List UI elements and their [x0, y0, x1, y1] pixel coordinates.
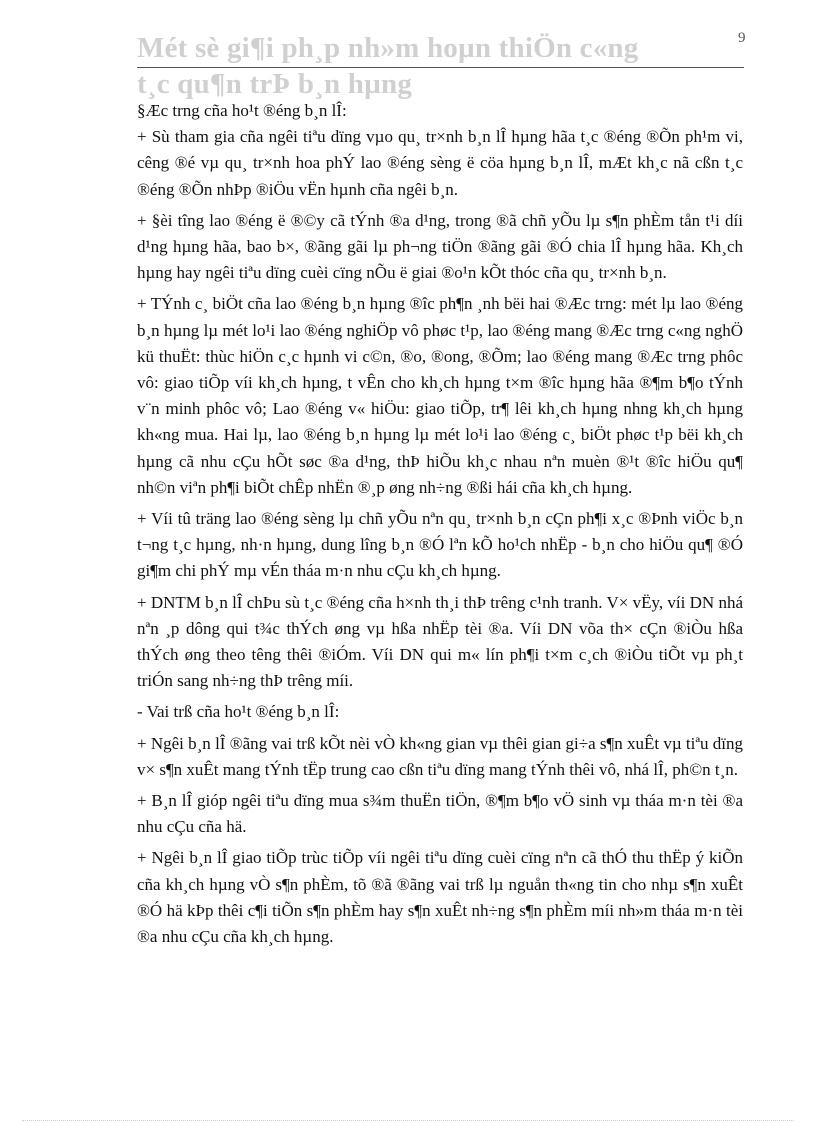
page-number: 9	[738, 30, 746, 46]
paragraph: + B¸n lÎ gióp ngêi tiªu dïng mua s¾m thuËn tiÖn, ®¶m b¶o vÖ sinh vµ tháa m·n tèi ®a nhu cÇu cña hä.	[137, 791, 743, 837]
paragraph-role-title: - Vai trß cña ho¹t ®éng b¸n lÎ:	[137, 702, 340, 722]
paragraph: + Ngêi b¸n lÎ giao tiÕp trùc tiÕp víi ngêi tiªu dïng cuèi cïng nªn cã thÓ thu thËp ý kiÕn cña kh¸ch hµng vÒ s¶n phÈm, tõ ®ã ®ãng vai trß lµ nguån th«ng tin cho nhµ s¶n xuÊt ®Ó hä kÞp thêi c¶i tiÕn s¶n phÈm hay s¶n xuÊt nh÷ng s¶n phÈm míi nh»m tháa m·n tèi ®a nhu cÇu cña kh¸ch hµng.	[137, 848, 743, 947]
heading-divider	[137, 67, 744, 68]
paragraph: + Víi tû träng lao ®éng sèng lµ chñ yÕu nªn qu¸ tr×nh b¸n cÇn ph¶i x¸c ®Þnh viÖc b¸n t¬ng t¸c hµng, nh·n hµng, dung lîng b¸n ®Ó lªn kÕ ho¹ch nhËp - b¸n cho hiÖu qu¶ ®Ó gi¶m chi phÝ mµ vÉn tháa m·n nhu cÇu kh¸ch hµng.	[137, 509, 743, 581]
section-heading	[137, 30, 747, 102]
paragraph: + TÝnh c¸ biÖt cña lao ®éng b¸n hµng ®îc ph¶n ¸nh bëi hai ®Æc trng: mét lµ lao ®éng b¸n hµng lµ mét lo¹i lao ®éng nghiÖp vô phøc t¹p, lao ®éng mang ®Æc trng c«ng nghÖ kü thuËt: thùc hiÖn c¸c hµnh vi c©n, ®o, ®ong, ®Õm; lao ®éng mang ®Æc trng phôc vô: giao tiÕp víi kh¸ch hµng, t vÊn cho kh¸ch hµng t×m ®îc hµng hãa ®¶m b¶o tÝnh v¨n minh phôc vô; Lao ®éng v« hiÖu: giao tiÕp, tr¶ lêi kh¸ch hµng nhng kh¸ch hµng kh«ng mua. Hai lµ, lao ®éng b¸n hµng lµ mét lo¹i lao ®éng c¸ biÖt phøc t¹p bëi kh¸ch hµng cã nhu cÇu hÕt søc ®a d¹ng, thÞ hiÕu kh¸c nhau nªn muèn ®¹t ®îc hiÖu qu¶ nh©n viªn ph¶i biÕt chÊp nhËn ®¸p øng nh÷ng ®ßi hái cña kh¸ch hµng.	[137, 294, 743, 497]
section-heading-line-1: Mét sè gi¶i ph¸p nh»m hoµn thiÖn c«ng	[137, 32, 639, 64]
paragraph: + Sù tham gia cña ngêi tiªu dïng vµo qu¸ tr×nh b¸n lÎ hµng hãa t¸c ®éng ®Õn ph¹m vi, cêng ®é vµ qu¸ tr×nh hoa phÝ lao ®éng sèng ë cöa hµng b¸n lÎ, mÆt kh¸c nã cßn t¸c ®éng ®Õn nhÞp ®iÖu vËn hµnh cña ngêi b¸n.	[137, 127, 743, 199]
paragraph: + §èi tîng lao ®éng ë ®©y cã tÝnh ®a d¹ng, trong ®ã chñ yÕu lµ s¶n phÈm tån t¹i díi d¹ng hµng hãa, bao b×, ®ãng gãi lµ ph¬ng tiÖn ®ãng gãi ®Ó chia lÎ hµng hãa. Kh¸ch hµng hay ngêi tiªu dïng cuèi cïng nÕu ë giai ®o¹n kÕt thóc cña qu¸ tr×nh b¸n.	[137, 210, 743, 283]
paragraph: + DNTM b¸n lÎ chÞu sù t¸c ®éng cña h×nh th¸i thÞ trêng c¹nh tranh. V× vËy, víi DN nhá nªn ¸p dông qui t¾c thÝch øng vµ hßa nhËp tèi ®a. Víi DN võa th× cÇn ®iÒu hßa thÝch øng theo têng thêi ®iÓm. Víi DN qui m« lín ph¶i t×m c¸ch ®iÒu tiÕt vµ ph¸t triÓn sang nh÷ng thÞ trêng míi.	[137, 592, 743, 691]
paragraph-characteristics-title: §Æc trng cña ho¹t ®éng b¸n lÎ:	[137, 101, 347, 120]
paragraph: + Ngêi b¸n lÎ ®ãng vai trß kÕt nèi vÒ kh«ng gian vµ thêi gian gi÷a s¶n xuÊt vµ tiªu dïng v× s¶n xuÊt mang tÝnh tËp trung cao cßn tiªu dïng mang tÝnh thêi vô, nhá lÎ, ph©n t¸n.	[137, 733, 743, 779]
body-text	[137, 98, 743, 955]
page-bottom-divider	[22, 1120, 794, 1121]
section-heading-line-2: t¸c qu¶n trÞ b¸n hµng	[137, 68, 413, 100]
